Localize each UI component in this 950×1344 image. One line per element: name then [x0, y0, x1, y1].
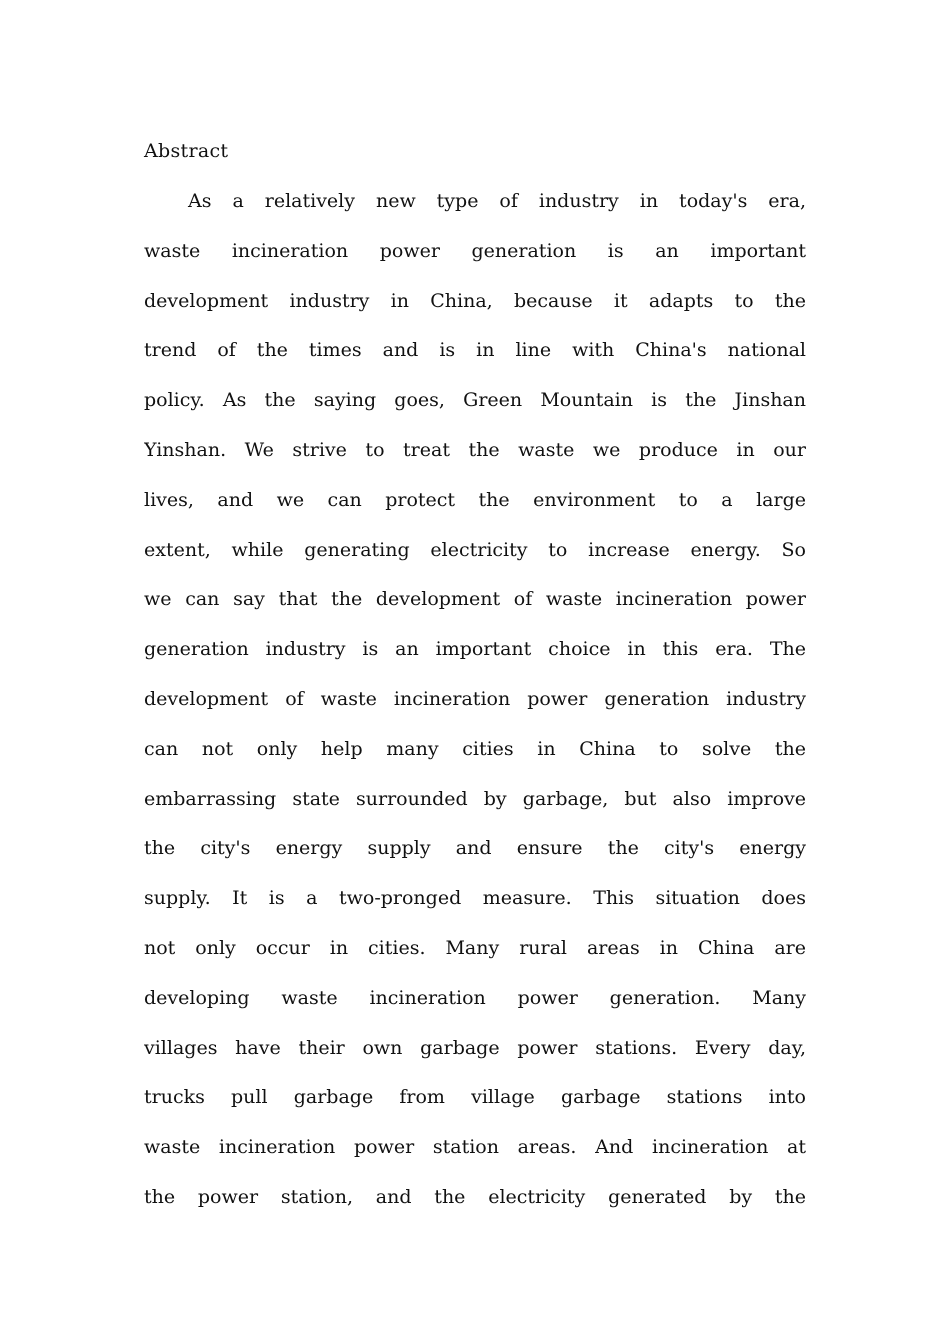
paragraph-line: waste incineration power generation is an important [144, 239, 806, 262]
paragraph-line: the power station, and the electricity generated by the [144, 1185, 806, 1208]
paragraph-line: extent, while generating electricity to increase energy. So [144, 538, 806, 561]
paragraph-line: generation industry is an important choice in this era. The [144, 638, 806, 661]
paragraph-line: we can say that the development of waste incineration power [144, 588, 806, 611]
paragraph-line: development industry in China, because it adapts to the [144, 289, 806, 312]
paragraph-line: can not only help many cities in China to solve the [144, 737, 806, 760]
paragraph-line: policy. As the saying goes, Green Mountain is the Jinshan [144, 389, 806, 412]
paragraph-line: development of waste incineration power generation industry [144, 687, 806, 710]
paragraph-line: waste incineration power station areas. And incineration at [144, 1136, 806, 1159]
paragraph-line: not only occur in cities. Many rural areas in China are [144, 936, 806, 959]
paragraph-line: As a relatively new type of industry in today's era, [188, 190, 806, 212]
paragraph-line: trucks pull garbage from village garbage stations into [144, 1086, 806, 1109]
paragraph-line: trend of the times and is in line with China's national [144, 339, 806, 362]
abstract-heading: Abstract [144, 140, 229, 162]
paragraph-line: embarrassing state surrounded by garbage, but also improve [144, 787, 806, 810]
paragraph-line: lives, and we can protect the environment to a large [144, 488, 806, 511]
paragraph-line: villages have their own garbage power stations. Every day, [144, 1036, 806, 1059]
paragraph-line: Yinshan. We strive to treat the waste we produce in our [144, 438, 806, 461]
paragraph-line: supply. It is a two-pronged measure. This situation does [144, 887, 806, 910]
paragraph-line: the city's energy supply and ensure the city's energy [144, 837, 806, 860]
paragraph-line: developing waste incineration power generation. Many [144, 986, 806, 1009]
abstract-body [144, 188, 806, 1234]
